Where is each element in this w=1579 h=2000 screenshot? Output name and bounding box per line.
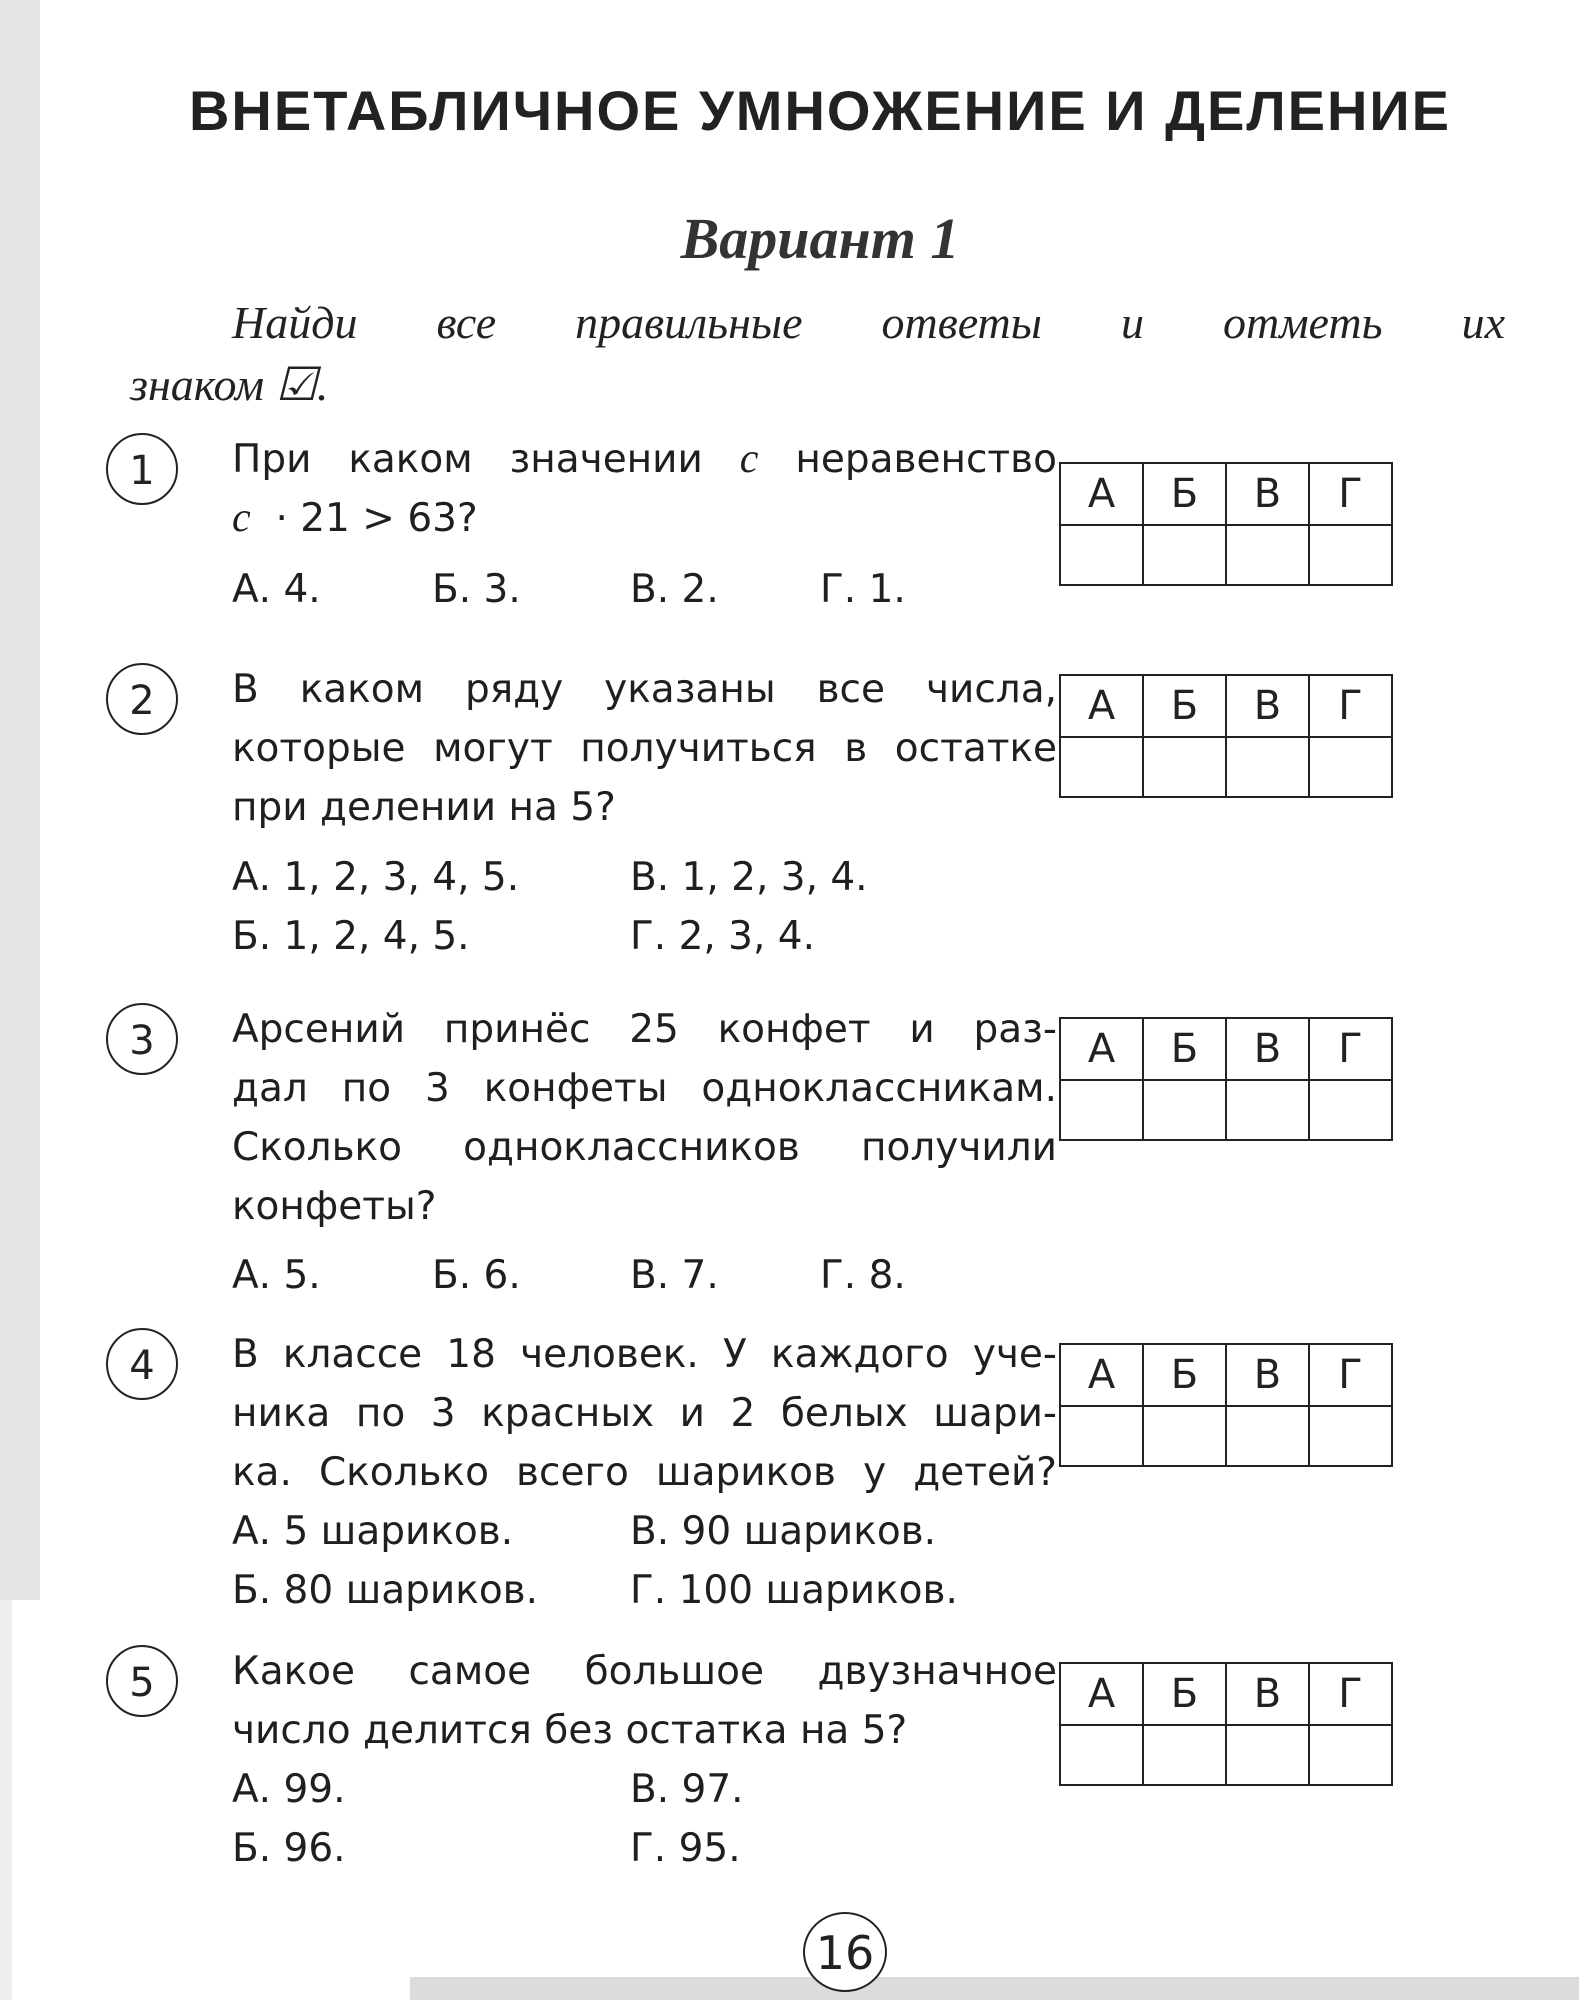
option-b: Б. 1, 2, 4, 5. (232, 914, 470, 959)
answer-cell[interactable] (1226, 737, 1309, 797)
option-a: А. 5 шариков. (232, 1509, 514, 1554)
answer-cell[interactable] (1143, 525, 1226, 585)
instruction-word: Найди (232, 297, 358, 348)
answer-cell[interactable] (1060, 1406, 1143, 1466)
option-b: Б. 3. (432, 567, 521, 612)
task-number-badge: 4 (106, 1328, 178, 1400)
question-line: В классе 18 человек. У каждого уче- (232, 1332, 1057, 1377)
task-question (232, 1642, 1057, 1760)
option-v: В. 90 шариков. (630, 1509, 937, 1554)
instruction-word: отметь (1222, 297, 1383, 348)
grid-header: Б (1143, 1663, 1226, 1725)
answer-cell[interactable] (1060, 737, 1143, 797)
option-v: В. 7. (630, 1253, 719, 1298)
answer-cell[interactable] (1143, 1406, 1226, 1466)
question-line: дал по 3 конфеты одноклассникам. (232, 1066, 1057, 1111)
option-a: А. 1, 2, 3, 4, 5. (232, 855, 520, 900)
instruction (130, 292, 1505, 416)
option-v: В. 2. (630, 567, 719, 612)
instruction-word: правильные (575, 297, 803, 348)
answer-cell[interactable] (1309, 1725, 1392, 1785)
bottom-margin-shade (410, 1977, 1579, 2000)
left-margin-shade-lower (0, 1600, 12, 2000)
option-g: Г. 2, 3, 4. (630, 914, 816, 959)
answer-cell[interactable] (1143, 1080, 1226, 1140)
answer-grid-1 (1059, 462, 1393, 586)
task-question (232, 1325, 1057, 1502)
page-title: ВНЕТАБЛИЧНОЕ УМНОЖЕНИЕ И ДЕЛЕНИЕ (188, 79, 1452, 142)
instruction-word: все (436, 297, 497, 348)
grid-header: В (1226, 1663, 1309, 1725)
answer-cell[interactable] (1309, 737, 1392, 797)
option-g: Г. 1. (820, 567, 906, 612)
question-line: В каком ряду указаны все числа, (232, 667, 1057, 712)
task-number-badge: 1 (106, 433, 178, 505)
variable-c: с (739, 436, 759, 482)
task-question (232, 430, 1057, 548)
page-number: 16 (803, 1912, 887, 1992)
option-a: А. 4. (232, 567, 321, 612)
variable-c: с (232, 495, 251, 541)
answer-cell[interactable] (1226, 525, 1309, 585)
question-line: с · 21 > 63? (232, 495, 478, 541)
option-g: Г. 100 шариков. (630, 1568, 958, 1613)
answer-grid-5 (1059, 1662, 1393, 1786)
grid-header: А (1060, 1344, 1143, 1406)
question-line: конфеты? (232, 1184, 437, 1229)
grid-header: А (1060, 1663, 1143, 1725)
answer-cell[interactable] (1309, 1080, 1392, 1140)
question-line: число делится без остатка на 5? (232, 1708, 908, 1753)
answer-grid-3 (1059, 1017, 1393, 1141)
grid-header: А (1060, 1018, 1143, 1080)
question-line: Арсений принёс 25 конфет и раз- (232, 1007, 1057, 1052)
grid-header: В (1226, 675, 1309, 737)
instruction-word: и (1120, 297, 1144, 348)
question-line: ника по 3 красных и 2 белых шари- (232, 1391, 1057, 1436)
answer-cell[interactable] (1309, 525, 1392, 585)
task-question (232, 660, 1057, 837)
grid-header: Б (1143, 463, 1226, 525)
task-number-badge: 3 (106, 1003, 178, 1075)
answer-cell[interactable] (1143, 737, 1226, 797)
grid-header: Г (1309, 675, 1392, 737)
grid-header: В (1226, 463, 1309, 525)
question-line: которые могут получиться в остатке (232, 726, 1057, 771)
option-b: Б. 80 шариков. (232, 1568, 539, 1613)
answer-cell[interactable] (1309, 1406, 1392, 1466)
answer-cell[interactable] (1060, 1080, 1143, 1140)
answer-cell[interactable] (1226, 1080, 1309, 1140)
question-line: Какое самое большое двузначное (232, 1649, 1057, 1694)
grid-header: Г (1309, 463, 1392, 525)
option-a: А. 5. (232, 1253, 321, 1298)
answer-cell[interactable] (1226, 1725, 1309, 1785)
grid-header: Б (1143, 675, 1226, 737)
grid-header: Г (1309, 1018, 1392, 1080)
grid-header: А (1060, 675, 1143, 737)
instruction-word: ответы (881, 297, 1042, 348)
option-v: В. 1, 2, 3, 4. (630, 855, 868, 900)
option-v: В. 97. (630, 1767, 744, 1812)
option-g: Г. 95. (630, 1826, 741, 1871)
answer-cell[interactable] (1060, 525, 1143, 585)
task-question (232, 1000, 1057, 1236)
answer-grid-2 (1059, 674, 1393, 798)
question-line: при делении на 5? (232, 785, 616, 830)
answer-cell[interactable] (1226, 1406, 1309, 1466)
answer-cell[interactable] (1060, 1725, 1143, 1785)
option-b: Б. 96. (232, 1826, 346, 1871)
question-line: Сколько одноклассников получили (232, 1125, 1057, 1170)
option-a: А. 99. (232, 1767, 346, 1812)
grid-header: А (1060, 463, 1143, 525)
option-b: Б. 6. (432, 1253, 521, 1298)
question-line: ка. Сколько всего шариков у детей? (232, 1450, 1057, 1495)
instruction-word: их (1461, 297, 1505, 348)
grid-header: Б (1143, 1018, 1226, 1080)
answer-cell[interactable] (1143, 1725, 1226, 1785)
variant-heading: Вариант 1 (680, 206, 960, 271)
grid-header: Б (1143, 1344, 1226, 1406)
grid-header: Г (1309, 1663, 1392, 1725)
grid-header: В (1226, 1344, 1309, 1406)
task-number-badge: 2 (106, 663, 178, 735)
answer-grid-4 (1059, 1343, 1393, 1467)
task-number-badge: 5 (106, 1645, 178, 1717)
instruction-line-1 (130, 292, 1505, 354)
instruction-line-2: знаком ☑. (130, 359, 329, 410)
option-g: Г. 8. (820, 1253, 906, 1298)
grid-header: Г (1309, 1344, 1392, 1406)
grid-header: В (1226, 1018, 1309, 1080)
question-line: При каком значении с неравенство (232, 436, 1057, 482)
